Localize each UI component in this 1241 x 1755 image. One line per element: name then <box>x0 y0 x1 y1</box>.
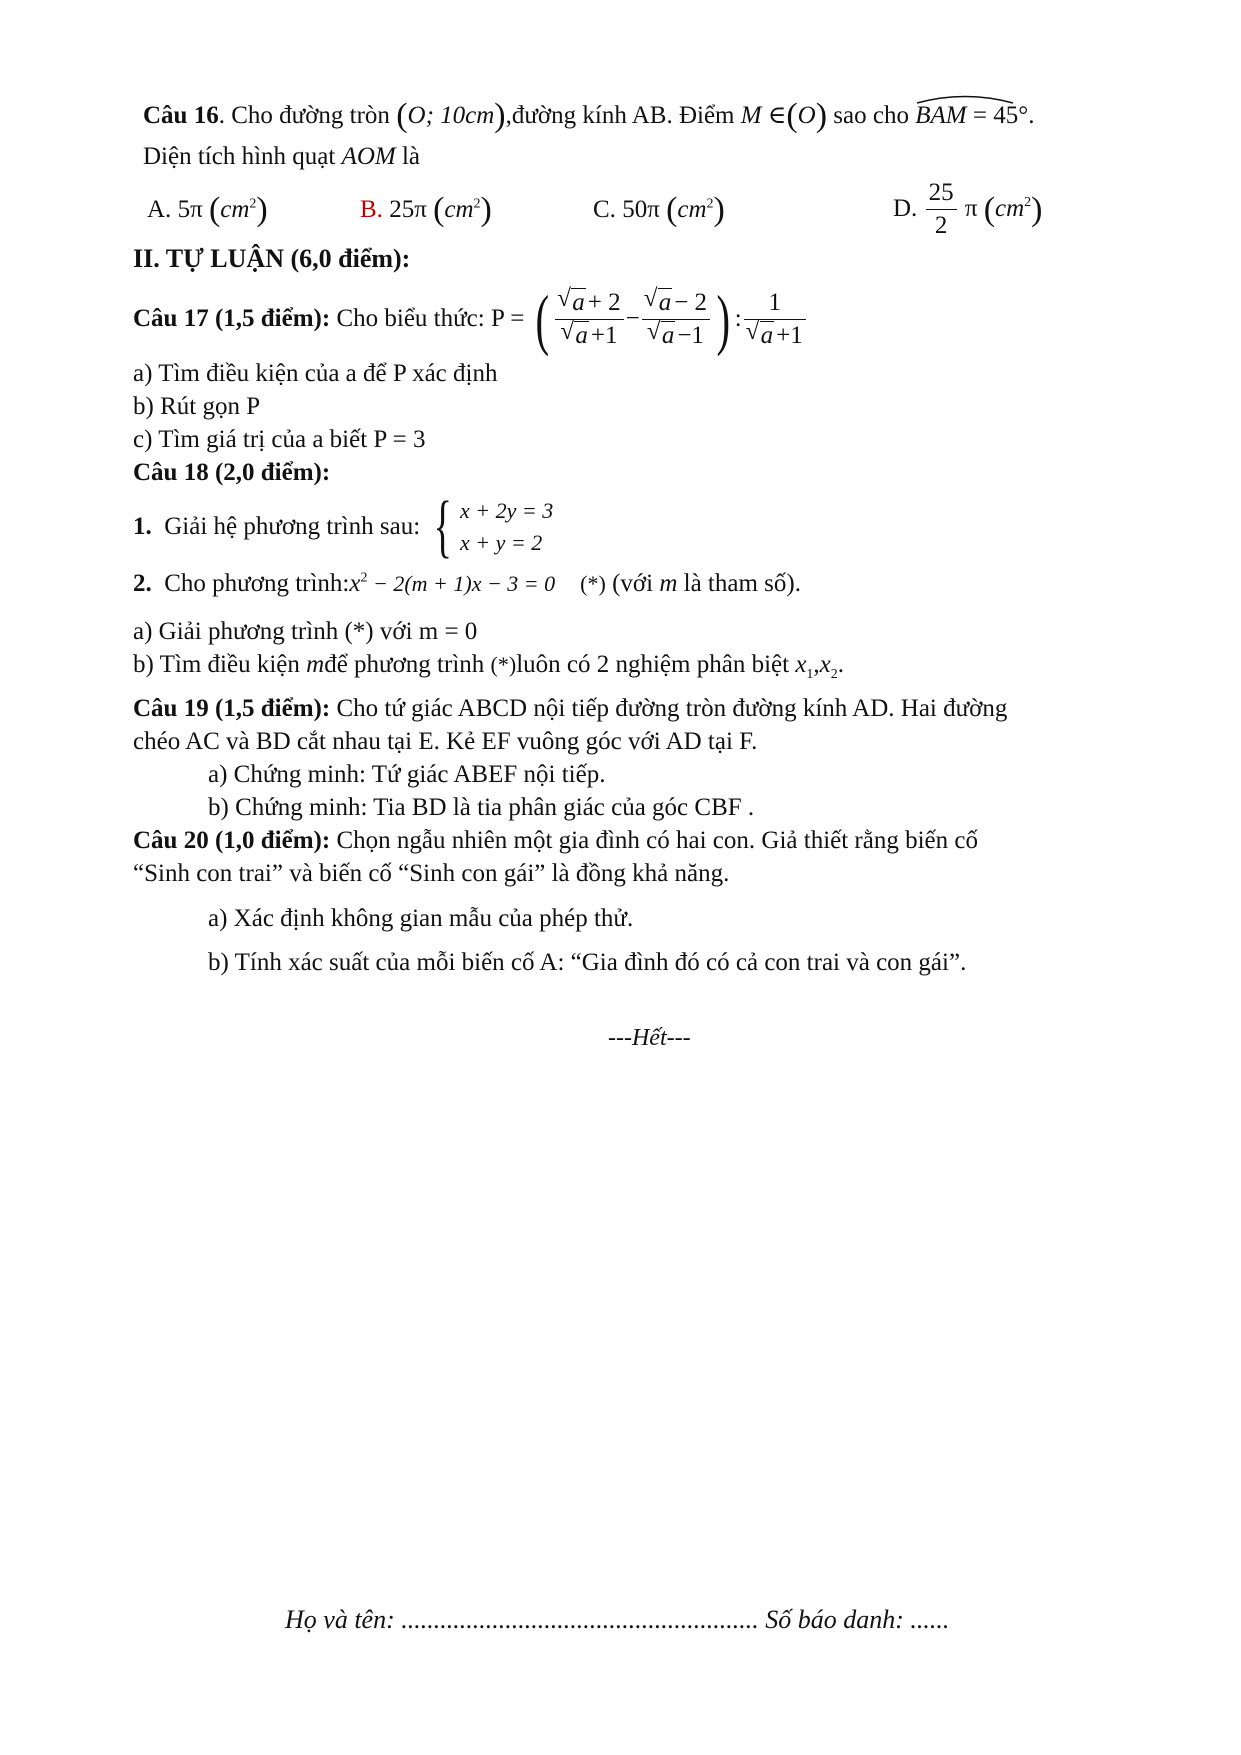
q19-line1: Câu 19 (1,5 điểm): Cho tứ giác ABCD nội tiếp đường tròn đường kính AD. Hai đường <box>133 695 1008 722</box>
q20-line1: Câu 20 (1,0 điểm): Chọn ngẫu nhiên một gia đình có hai con. Giả thiết rằng biến cố <box>133 827 978 854</box>
q19-a: a) Chứng minh: Tứ giác ABEF nội tiếp. <box>208 761 606 788</box>
q17-label: Câu 17 (1,5 điểm): <box>133 304 331 332</box>
q16-option-c: C. 50π $(cm^2)$ <box>593 191 725 228</box>
q16-line2: Diện tích hình quạt AOM là <box>143 143 421 170</box>
q18-b: b) Tìm điều kiện mđể phương trình (*)luôn có 2 nghiệm phân biệt $x_1,x_2$. <box>133 651 845 682</box>
fraction-1: √ a + 2 √ a +1 <box>555 288 623 351</box>
q17-c: c) Tìm giá trị của a biết P = 3 <box>133 426 426 453</box>
q19-line2: chéo AC và BD cắt nhau tại E. Kẻ EF vuông góc với AD tại F. <box>133 728 758 755</box>
end-marker: ---Hết--- <box>608 1025 691 1051</box>
q20-a: a) Xác định không gian mẫu của phép thử. <box>208 905 634 932</box>
arc-icon <box>915 94 1015 104</box>
q18-a: a) Giải phương trình (*) với m = 0 <box>133 618 478 645</box>
q17-line: Câu 17 (1,5 điểm): Cho biểu thức: P = ( √ a + 2 √ a +1 − √ a − 2 √ a −1 ) : 1 √ a +1 <box>133 281 808 357</box>
q18-part2: 2. Cho phương $trình:x^2 - 2(m + 1)x - 3 = 0$ (*) (với m là tham số). <box>133 570 801 597</box>
angle-bam: BAM <box>915 102 966 131</box>
q16-label: Câu 16 <box>143 102 219 129</box>
equation-system: x + 2y = 3 x + y = 2 <box>460 498 554 555</box>
q16-option-b: B. 25π $(cm^2)$ <box>360 191 492 228</box>
q20-b: b) Tính xác suất của mỗi biến cố A: “Gia đình đó có cả con trai và con gái”. <box>208 949 967 976</box>
q16-option-a: A. 5π $(cm^2)$ <box>147 191 268 228</box>
q17-a: a) Tìm điều kiện của a để P xác định <box>133 360 498 387</box>
q17-b: b) Rút gọn P <box>133 393 261 420</box>
fraction-3: 1 √ a +1 <box>744 288 806 351</box>
q20-line2: “Sinh con trai” và biến cố “Sinh con gái” là đồng khả năng. <box>133 860 730 887</box>
q19-b: b) Chứng minh: Tia BD là tia phân giác của góc CBF . <box>208 794 755 821</box>
q16-option-d: D. $\frac{25}{2}$ π $(cm^2)$ <box>893 179 1043 239</box>
q18-label: Câu 18 (2,0 điểm): <box>133 459 331 486</box>
fraction-2: √ a − 2 √ a −1 <box>642 288 710 351</box>
fraction: $\frac{25}{2}$ <box>926 178 957 241</box>
section-title: II. TỰ LUẬN (6,0 điểm): <box>133 244 411 273</box>
q18-part1: 1. Giải hệ phương trình sau: { x + 2y = 3 x + y = 2 <box>133 488 554 565</box>
footer-name-id: Họ và tên: ....................................................... Số báo danh: ...... <box>285 1605 950 1634</box>
q16-line1: Câu 16. Cho đường tròn (O; 10cm),đường kính AB. Điểm M ∈(O) sao cho BAM = 45°. <box>143 96 1034 135</box>
